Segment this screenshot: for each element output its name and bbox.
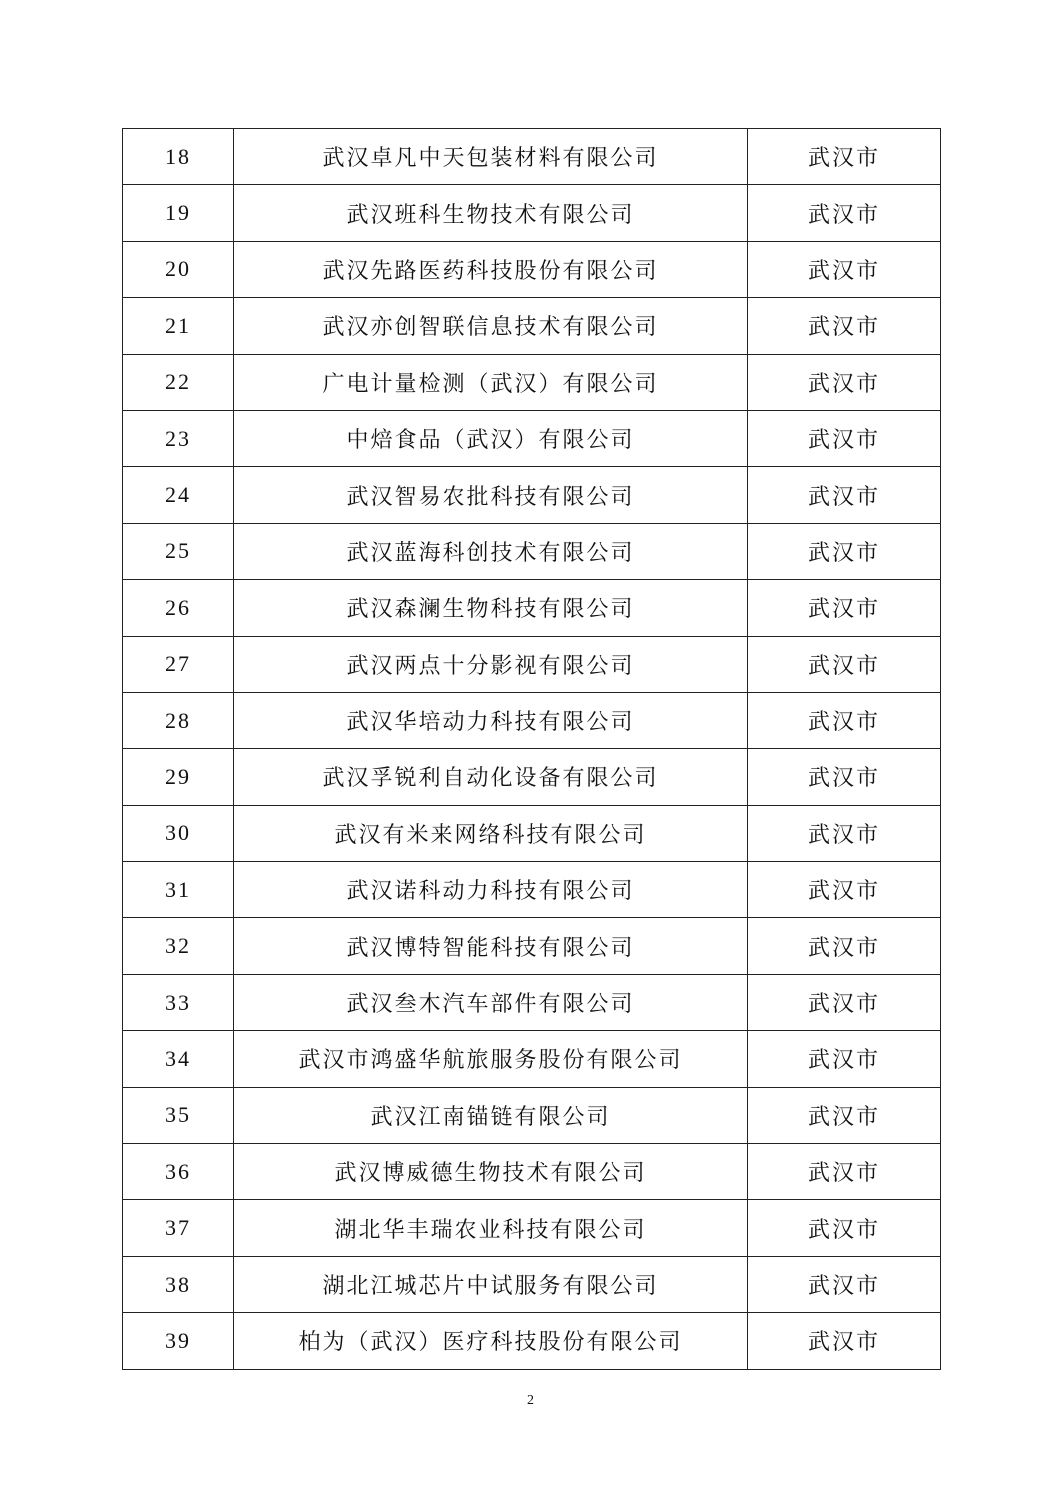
city: 武汉市 — [748, 974, 941, 1030]
city: 武汉市 — [748, 1313, 941, 1369]
row-number: 30 — [123, 805, 234, 861]
table-row — [123, 523, 941, 579]
row-number: 21 — [123, 298, 234, 354]
table-row — [123, 918, 941, 974]
company-name: 武汉博威德生物技术有限公司 — [234, 1144, 748, 1200]
table-row — [123, 1144, 941, 1200]
company-name: 中焙食品（武汉）有限公司 — [234, 410, 748, 466]
table-row — [123, 805, 941, 861]
row-number: 39 — [123, 1313, 234, 1369]
row-number: 18 — [123, 129, 234, 185]
company-name: 武汉江南锚链有限公司 — [234, 1087, 748, 1143]
company-name: 武汉蓝海科创技术有限公司 — [234, 523, 748, 579]
table-row — [123, 241, 941, 297]
row-number: 19 — [123, 185, 234, 241]
table-row — [123, 1087, 941, 1143]
row-number: 24 — [123, 467, 234, 523]
company-name: 武汉博特智能科技有限公司 — [234, 918, 748, 974]
row-number: 34 — [123, 1031, 234, 1087]
row-number: 35 — [123, 1087, 234, 1143]
city: 武汉市 — [748, 467, 941, 523]
company-name: 武汉华培动力科技有限公司 — [234, 692, 748, 748]
row-number: 25 — [123, 523, 234, 579]
company-name: 武汉市鸿盛华航旅服务股份有限公司 — [234, 1031, 748, 1087]
table-row — [123, 410, 941, 466]
company-name: 武汉班科生物技术有限公司 — [234, 185, 748, 241]
company-name: 广电计量检测（武汉）有限公司 — [234, 354, 748, 410]
city: 武汉市 — [748, 241, 941, 297]
table-row — [123, 298, 941, 354]
row-number: 37 — [123, 1200, 234, 1256]
table-row — [123, 692, 941, 748]
row-number: 20 — [123, 241, 234, 297]
row-number: 28 — [123, 692, 234, 748]
row-number: 32 — [123, 918, 234, 974]
company-table — [122, 128, 941, 1370]
row-number: 26 — [123, 580, 234, 636]
company-name: 武汉叁木汽车部件有限公司 — [234, 974, 748, 1030]
company-name: 武汉卓凡中天包装材料有限公司 — [234, 129, 748, 185]
row-number: 38 — [123, 1256, 234, 1312]
table-row — [123, 1031, 941, 1087]
city: 武汉市 — [748, 692, 941, 748]
row-number: 23 — [123, 410, 234, 466]
company-name: 湖北江城芯片中试服务有限公司 — [234, 1256, 748, 1312]
company-name: 武汉亦创智联信息技术有限公司 — [234, 298, 748, 354]
company-name: 武汉先路医药科技股份有限公司 — [234, 241, 748, 297]
row-number: 36 — [123, 1144, 234, 1200]
city: 武汉市 — [748, 749, 941, 805]
company-name: 武汉诺科动力科技有限公司 — [234, 862, 748, 918]
table-row — [123, 1256, 941, 1312]
row-number: 31 — [123, 862, 234, 918]
city: 武汉市 — [748, 918, 941, 974]
city: 武汉市 — [748, 1087, 941, 1143]
city: 武汉市 — [748, 1144, 941, 1200]
table-row — [123, 129, 941, 185]
row-number: 22 — [123, 354, 234, 410]
company-name: 武汉智易农批科技有限公司 — [234, 467, 748, 523]
table-row — [123, 1200, 941, 1256]
table-row — [123, 1313, 941, 1369]
row-number: 27 — [123, 636, 234, 692]
row-number: 29 — [123, 749, 234, 805]
company-name: 柏为（武汉）医疗科技股份有限公司 — [234, 1313, 748, 1369]
city: 武汉市 — [748, 354, 941, 410]
row-number: 33 — [123, 974, 234, 1030]
city: 武汉市 — [748, 410, 941, 466]
city: 武汉市 — [748, 862, 941, 918]
city: 武汉市 — [748, 1031, 941, 1087]
city: 武汉市 — [748, 298, 941, 354]
table-body — [123, 129, 941, 1370]
company-name: 武汉两点十分影视有限公司 — [234, 636, 748, 692]
company-name: 武汉有米来网络科技有限公司 — [234, 805, 748, 861]
table-row — [123, 636, 941, 692]
city: 武汉市 — [748, 1256, 941, 1312]
city: 武汉市 — [748, 523, 941, 579]
table-row — [123, 974, 941, 1030]
table-row — [123, 354, 941, 410]
company-name: 武汉森澜生物科技有限公司 — [234, 580, 748, 636]
city: 武汉市 — [748, 185, 941, 241]
table-row — [123, 862, 941, 918]
city: 武汉市 — [748, 580, 941, 636]
table-row — [123, 185, 941, 241]
table-row — [123, 580, 941, 636]
table-row — [123, 467, 941, 523]
company-name: 湖北华丰瑞农业科技有限公司 — [234, 1200, 748, 1256]
city: 武汉市 — [748, 129, 941, 185]
city: 武汉市 — [748, 636, 941, 692]
city: 武汉市 — [748, 805, 941, 861]
city: 武汉市 — [748, 1200, 941, 1256]
company-name: 武汉孚锐利自动化设备有限公司 — [234, 749, 748, 805]
page-number: 2 — [527, 1393, 534, 1408]
table-row — [123, 749, 941, 805]
